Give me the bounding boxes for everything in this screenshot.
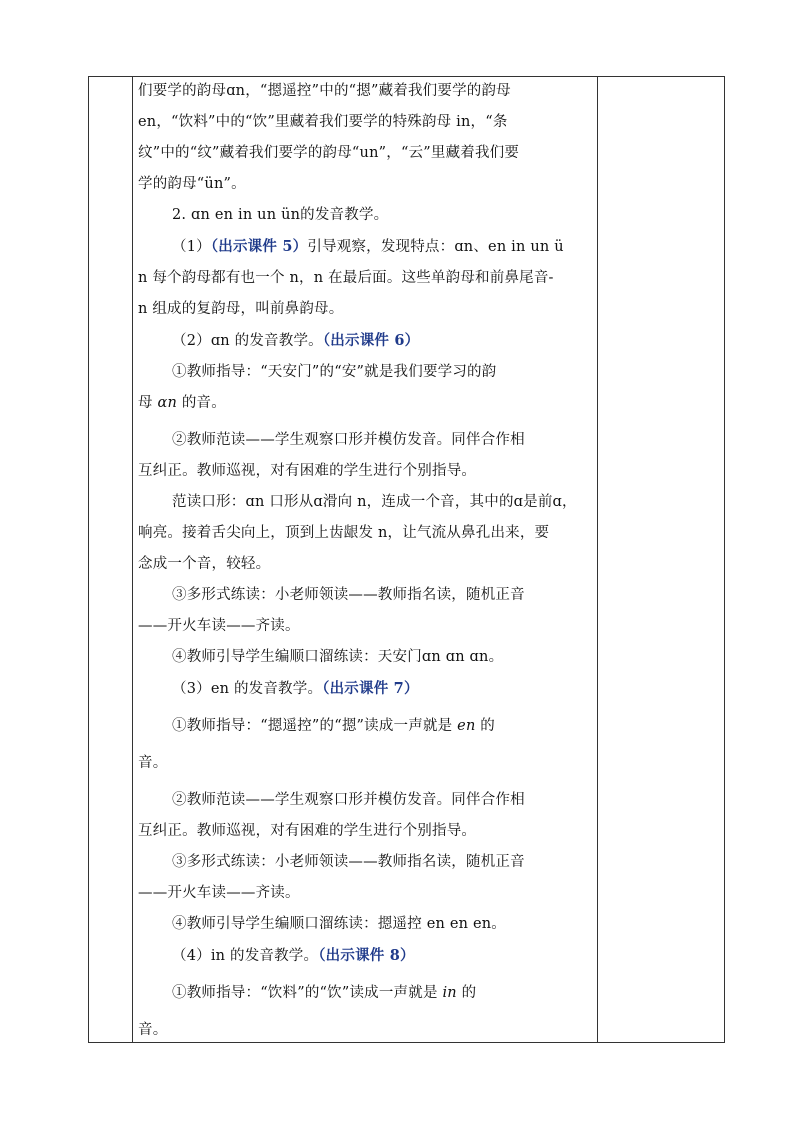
paragraph-line: 范读口形：ɑn 口形从ɑ滑向 n，连成一个音，其中的ɑ是前ɑ，	[172, 494, 577, 510]
text-fragment: ①教师指导：“饮料”的“饮”读成一声就是	[172, 985, 443, 1001]
paragraph-line: 互纠正。教师巡视，对有困难的学生进行个别指导。	[138, 463, 477, 479]
section-heading: 2. ɑn en in un ün的发音教学。	[172, 207, 389, 223]
step-text: （2）ɑn 的发音教学。	[172, 333, 323, 349]
text-fragment: 的	[456, 985, 477, 1001]
paragraph-line: n 组成的复韵母，叫前鼻韵母。	[138, 301, 344, 317]
paragraph-line	[138, 711, 594, 742]
step-text: （3）en 的发音教学。	[172, 681, 323, 697]
paragraph-line: 音。	[138, 755, 168, 771]
paragraph-line: ②教师范读——学生观察口形并模仿发音。同伴合作相	[172, 792, 525, 808]
paragraph-line: 互纠正。教师巡视，对有困难的学生进行个别指导。	[138, 823, 477, 839]
paragraph-line: ——开火车读——齐读。	[138, 885, 300, 901]
paragraph-line: en，“饮料”中的“饮”里藏着我们要学的特殊韵母 in，“条	[138, 114, 508, 130]
paragraph-line: 学的韵母“ün”。	[138, 176, 246, 192]
pinyin-en: en	[457, 718, 476, 734]
step-line	[138, 673, 594, 705]
paragraph-line: ②教师范读——学生观察口形并模仿发音。同伴合作相	[172, 432, 525, 448]
paragraph-line: 音。	[138, 1022, 168, 1038]
paragraph-line: n 每个韵母都有也一个 n，n 在最后面。这些单韵母和前鼻尾音-	[138, 270, 554, 286]
lesson-content-cell	[138, 76, 594, 1046]
paragraph-line: ④教师引导学生编顺口溜练读：天安门ɑn ɑn ɑn。	[172, 649, 504, 665]
text-fragment: ①教师指导：“摁遥控”的“摁”读成一声就是	[172, 718, 458, 734]
courseware-note: （出示课件 7）	[322, 680, 419, 697]
courseware-note: （出示课件 8）	[318, 947, 415, 964]
paragraph-line: ——开火车读——齐读。	[138, 618, 300, 634]
paragraph-line: 们要学的韵母ɑn，“摁遥控”中的“摁”藏着我们要学的韵母	[138, 83, 511, 99]
courseware-note: （出示课件 5）	[210, 238, 308, 255]
paragraph-line: 纹”中的“纹”藏着我们要学的韵母“un”，“云”里藏着我们要	[138, 145, 520, 161]
pinyin-an: ɑn	[157, 395, 178, 411]
text-fragment: 的音。	[177, 395, 226, 411]
table-column-divider-left	[132, 77, 133, 1042]
step-text: 引导观察，发现特点：ɑn、en in un ü	[307, 239, 564, 255]
paragraph-line: ③多形式练读：小老师领读——教师指名读，随机正音	[172, 854, 525, 870]
paragraph-line: 响亮。接着舌尖向上，顶到上齿龈发 n，让气流从鼻孔出来，要	[138, 525, 550, 541]
text-fragment: 的	[475, 718, 496, 734]
step-number: （1）	[172, 239, 211, 255]
step-text: （4）in 的发音教学。	[172, 948, 319, 964]
step-line	[138, 940, 594, 972]
paragraph-line: 念成一个音，较轻。	[138, 556, 271, 572]
text-fragment: 母	[138, 395, 158, 411]
paragraph-line	[138, 978, 594, 1009]
pinyin-in: in	[442, 985, 457, 1001]
step-line	[138, 231, 594, 263]
paragraph-line	[138, 388, 594, 419]
step-line	[138, 325, 594, 357]
paragraph-line: ①教师指导：“天安门”的“安”就是我们要学习的韵	[172, 364, 497, 380]
paragraph-line: ④教师引导学生编顺口溜练读：摁遥控 en en en。	[172, 916, 506, 932]
courseware-note: （出示课件 6）	[322, 332, 420, 349]
table-column-divider-right	[597, 77, 598, 1042]
paragraph-line: ③多形式练读：小老师领读——教师指名读，随机正音	[172, 587, 525, 603]
